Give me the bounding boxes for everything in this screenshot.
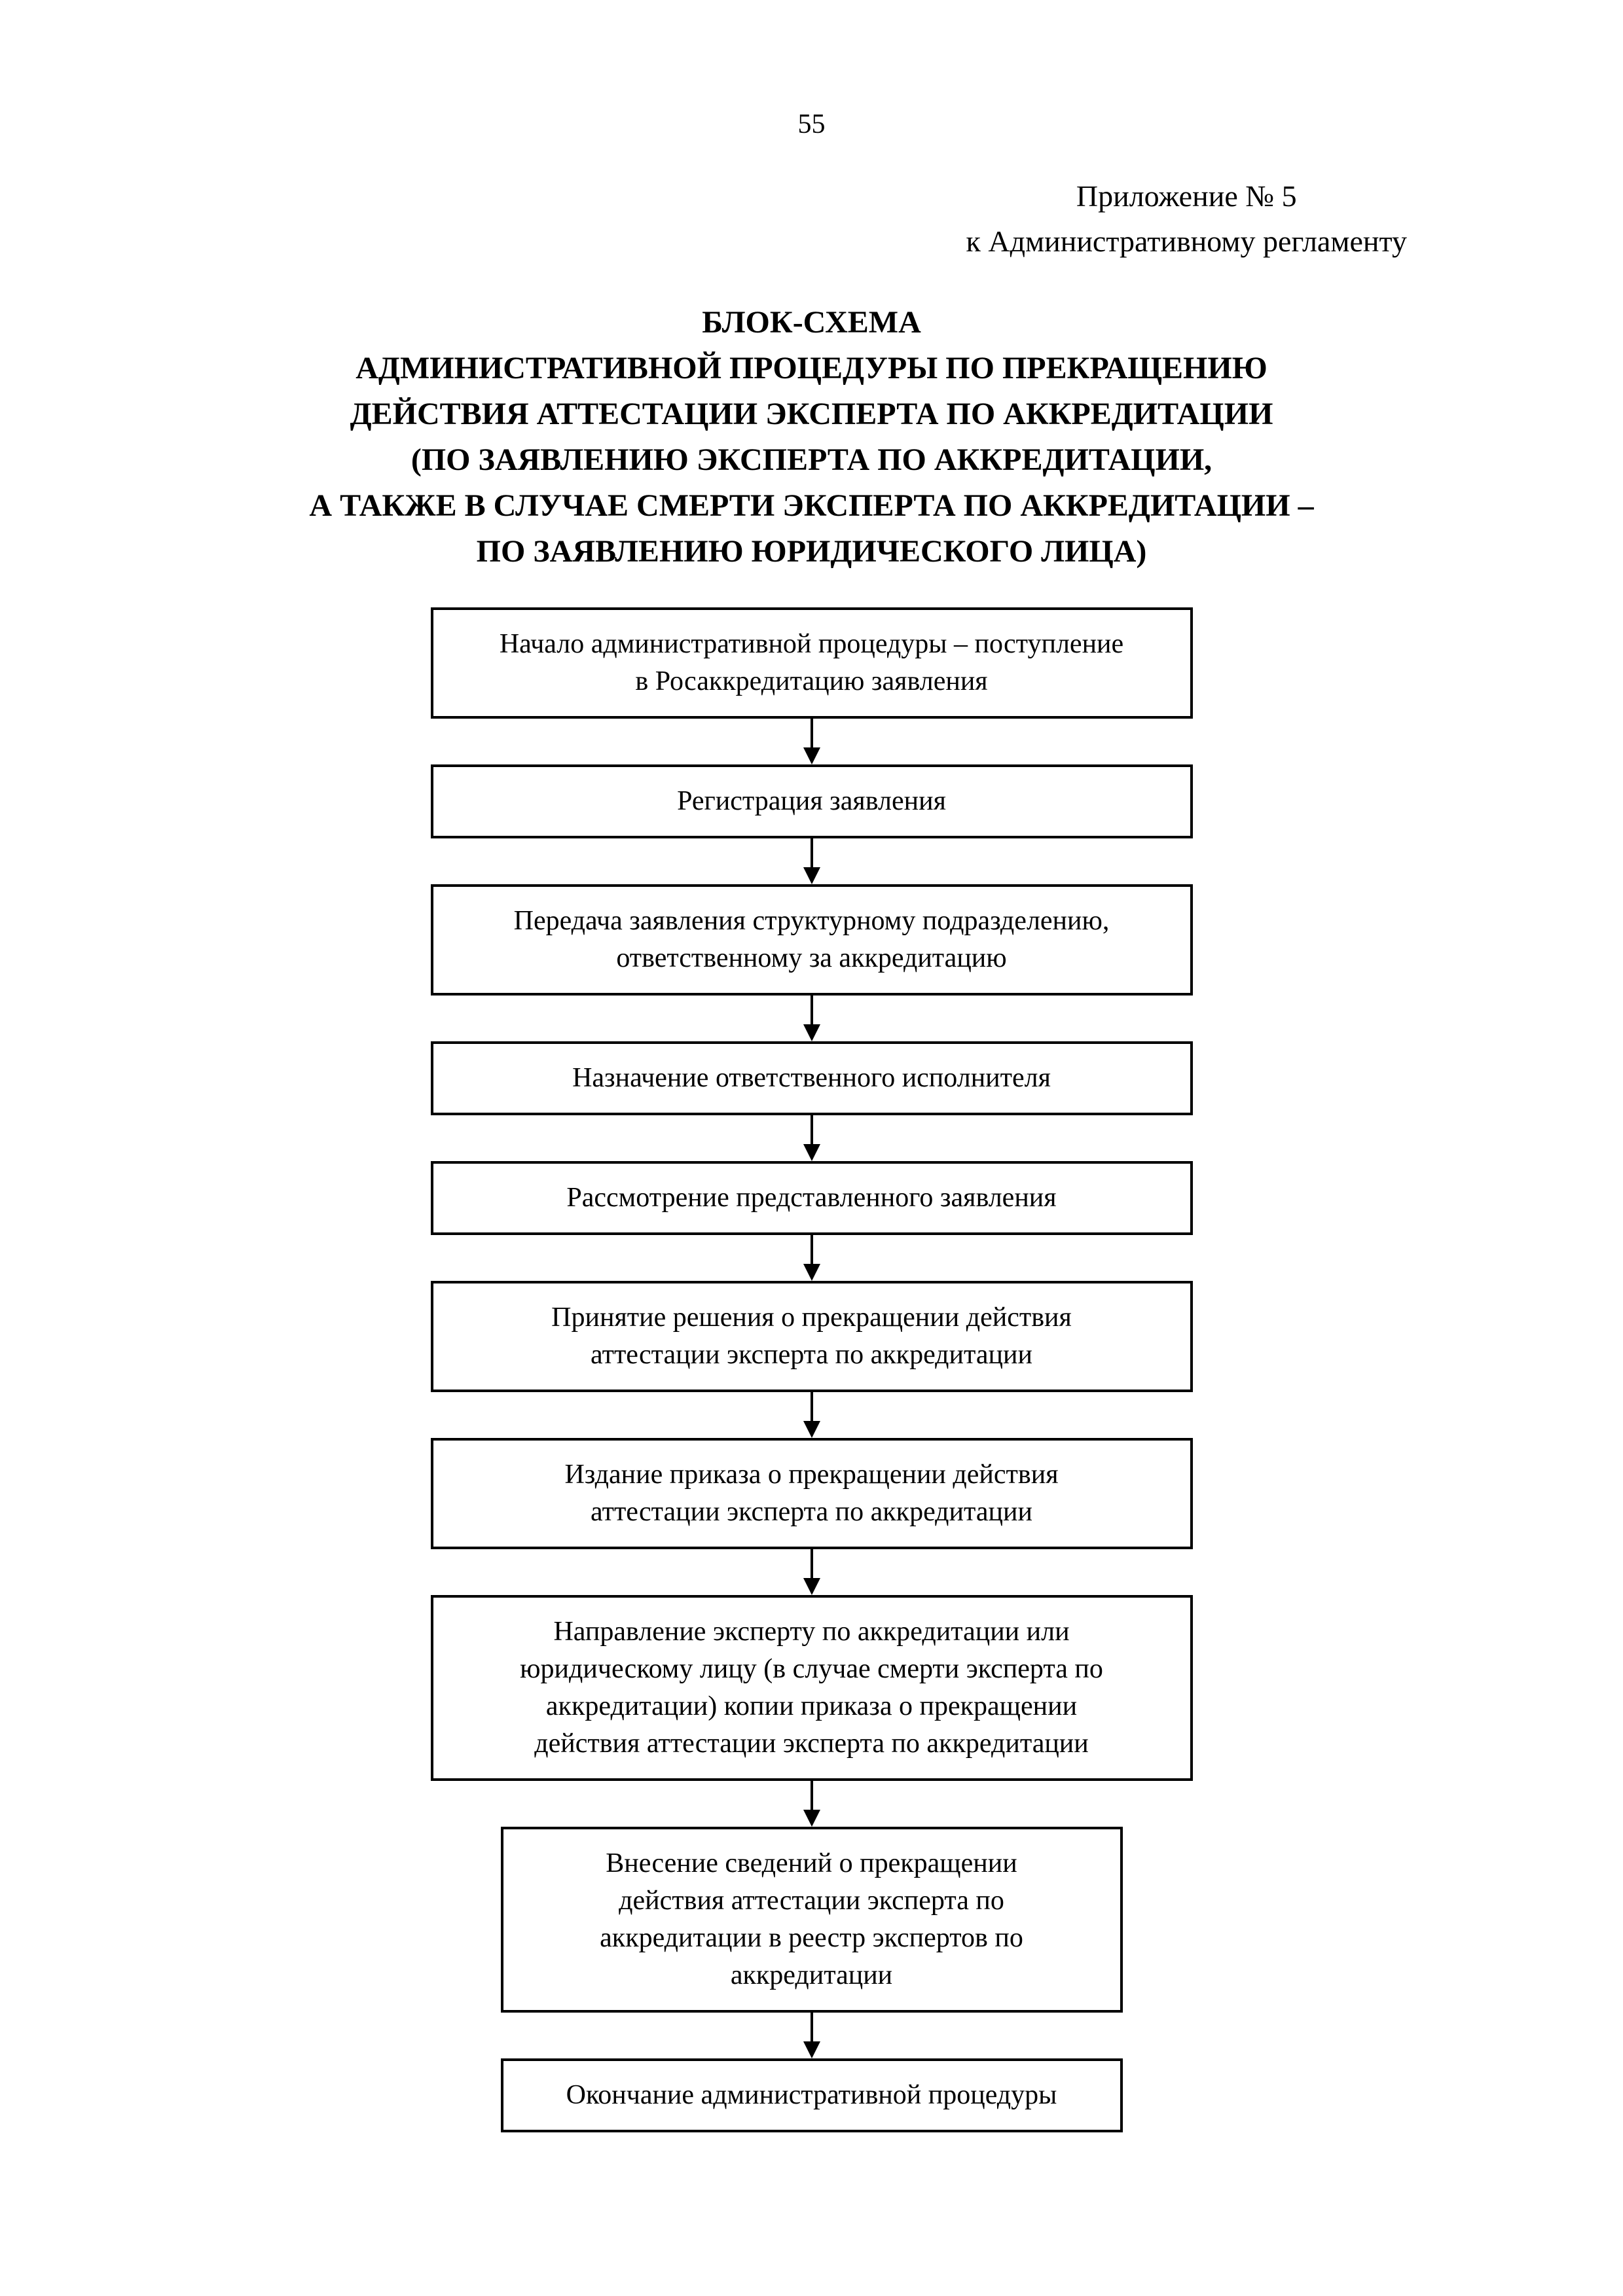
arrow-line — [811, 1549, 813, 1578]
appendix-line-1: Приложение № 5 — [1076, 179, 1297, 213]
flow-arrow-6 — [803, 1392, 820, 1438]
document-title-line-1: БЛОК-СХЕМА — [702, 305, 921, 340]
flow-step-4-label: Назначение ответственного исполнителя — [572, 1063, 1051, 1094]
appendix-line-2: к Административному регламенту — [966, 224, 1407, 259]
flow-step-8-label: Направление эксперту по аккредитации или юридическому лицу (в случае смерти эксперта по аккредитации) копии приказа о прекращении действия аттестации эксперта по аккредитации — [520, 1617, 1103, 1759]
arrow-line — [811, 1781, 813, 1810]
arrow-line — [811, 1235, 813, 1264]
flow-arrow-4 — [803, 1115, 820, 1161]
arrow-head-icon — [803, 1264, 820, 1281]
flow-arrow-1 — [803, 719, 820, 764]
flow-step-7-label: Издание приказа о прекращении действия аттестации эксперта по аккредитации — [564, 1460, 1059, 1528]
arrow-head-icon — [803, 1144, 820, 1161]
document-title — [0, 300, 1623, 575]
arrow-head-icon — [803, 1810, 820, 1827]
flow-step-7 — [431, 1438, 1193, 1549]
arrow-head-icon — [803, 2041, 820, 2058]
arrow-line — [811, 719, 813, 747]
appendix-label — [966, 173, 1408, 264]
flow-arrow-7 — [803, 1549, 820, 1595]
flow-arrow-9 — [803, 2013, 820, 2058]
arrow-head-icon — [803, 867, 820, 884]
page-number: 55 — [797, 109, 826, 139]
flow-step-5 — [431, 1161, 1193, 1235]
flow-step-9 — [501, 1827, 1123, 2013]
flow-step-8 — [431, 1595, 1193, 1781]
arrow-head-icon — [803, 1421, 820, 1438]
flow-step-9-label: Внесение сведений о прекращении действия аттестации эксперта по аккредитации в реестр экспертов по аккредитации — [600, 1848, 1023, 1991]
arrow-head-icon — [803, 1024, 820, 1041]
arrow-line — [811, 996, 813, 1024]
document-title-line-2: АДМИНИСТРАТИВНОЙ ПРОЦЕДУРЫ ПО ПРЕКРАЩЕНИЮ — [356, 351, 1267, 386]
arrow-head-icon — [803, 1578, 820, 1595]
flow-step-4 — [431, 1041, 1193, 1115]
flow-arrow-2 — [803, 838, 820, 884]
flow-step-6-label: Принятие решения о прекращении действия аттестации эксперта по аккредитации — [551, 1302, 1072, 1371]
flow-step-1-label: Начало административной процедуры – поступление в Росаккредитацию заявления — [499, 629, 1124, 697]
arrow-line — [811, 838, 813, 867]
flow-arrow-5 — [803, 1235, 820, 1281]
document-title-line-3: ДЕЙСТВИЯ АТТЕСТАЦИИ ЭКСПЕРТА ПО АККРЕДИТАЦИИ — [350, 397, 1273, 432]
flow-step-10-label: Окончание административной процедуры — [566, 2080, 1057, 2111]
flow-step-1 — [431, 607, 1193, 719]
document-title-line-6: ПО ЗАЯВЛЕНИЮ ЮРИДИЧЕСКОГО ЛИЦА) — [476, 534, 1147, 569]
flow-step-6 — [431, 1281, 1193, 1392]
flow-arrow-8 — [803, 1781, 820, 1827]
arrow-head-icon — [803, 747, 820, 764]
flow-step-3 — [431, 884, 1193, 996]
flow-step-2 — [431, 764, 1193, 838]
flow-step-5-label: Рассмотрение представленного заявления — [566, 1183, 1057, 1213]
flow-arrow-3 — [803, 996, 820, 1041]
document-title-line-5: А ТАКЖЕ В СЛУЧАЕ СМЕРТИ ЭКСПЕРТА ПО АККРЕДИТАЦИИ – — [309, 488, 1314, 524]
arrow-line — [811, 1392, 813, 1421]
flow-step-10 — [501, 2058, 1123, 2132]
flowchart — [0, 607, 1623, 2132]
flow-step-3-label: Передача заявления структурному подразделению, ответственному за аккредитацию — [513, 906, 1110, 974]
arrow-line — [811, 1115, 813, 1144]
document-title-line-4: (ПО ЗАЯВЛЕНИЮ ЭКСПЕРТА ПО АККРЕДИТАЦИИ, — [410, 442, 1213, 478]
flow-step-2-label: Регистрация заявления — [677, 786, 946, 817]
arrow-line — [811, 2013, 813, 2041]
